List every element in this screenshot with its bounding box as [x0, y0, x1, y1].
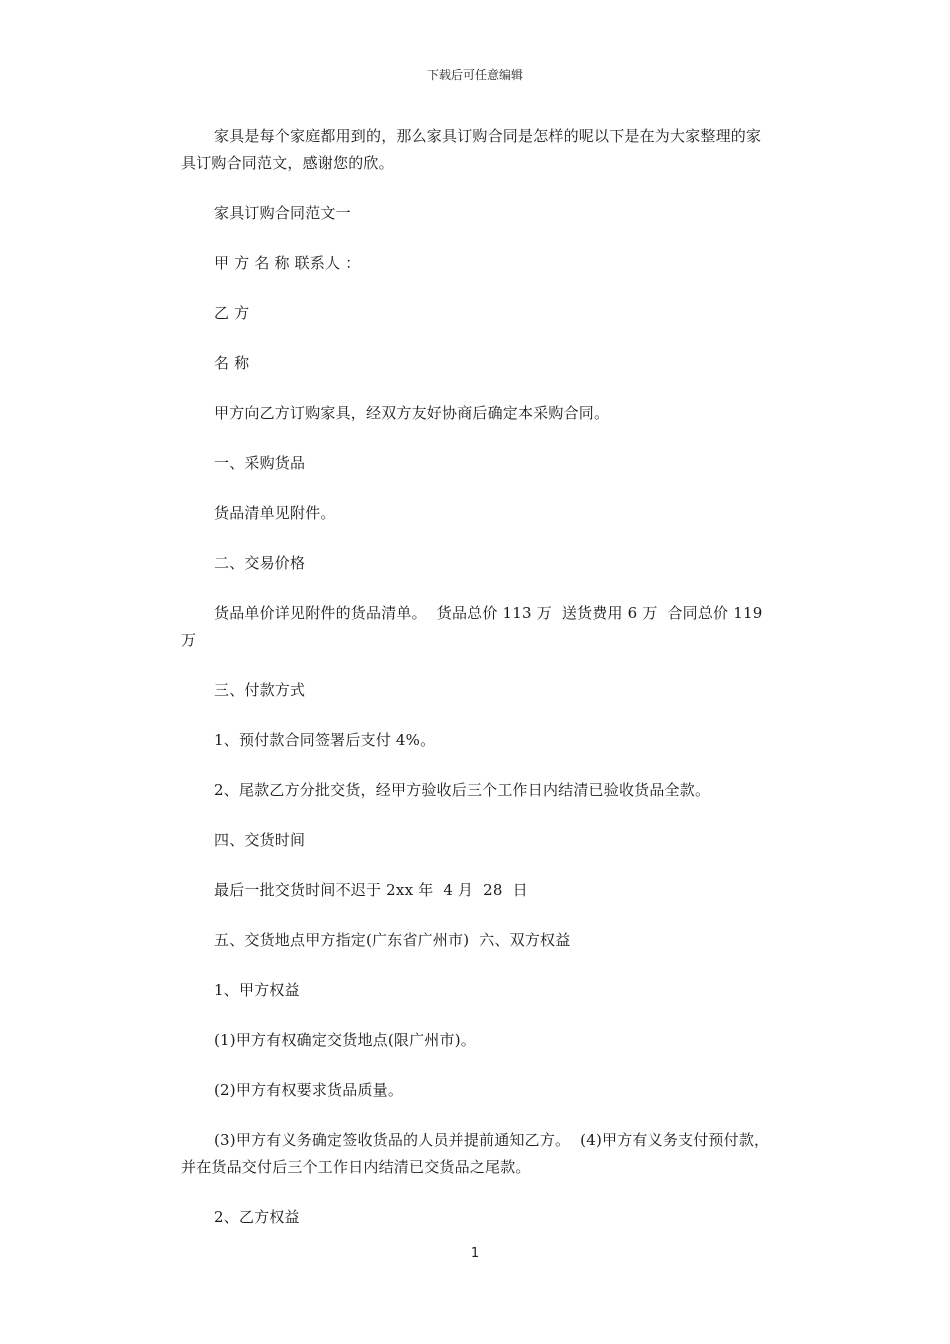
clause-paragraph: (1)甲方有权确定交货地点(限广州市)。	[214, 1031, 476, 1049]
party-b-name-line: 名 称	[214, 354, 250, 372]
contract-title: 家具订购合同范文一	[214, 204, 351, 222]
section-heading: 五、交货地点甲方指定(广东省广州市) 六、双方权益	[214, 931, 571, 949]
intro-paragraph: 家具是每个家庭都用到的，那么家具订购合同是怎样的呢以下是在为大家整理的家具订购合同范文，感谢您的欣。	[181, 127, 762, 172]
section-heading: 三、付款方式	[214, 681, 306, 699]
document-body	[181, 123, 771, 1231]
clause-paragraph: (3)甲方有义务确定签收货品的人员并提前通知乙方。 (4)甲方有义务支付预付款，并在货品交付后三个工作日内结清已交货品之尾款。	[181, 1131, 770, 1176]
purpose-paragraph: 甲方向乙方订购家具，经双方友好协商后确定本采购合同。	[214, 404, 610, 422]
party-b-line: 乙 方	[214, 304, 250, 322]
subsection-heading: 2、乙方权益	[214, 1208, 300, 1226]
clause-paragraph: (2)甲方有权要求货品质量。	[214, 1081, 404, 1099]
section-heading: 四、交货时间	[214, 831, 306, 849]
page-header: 下载后可任意编辑	[426, 68, 523, 82]
clause-paragraph: 最后一批交货时间不迟于 2xx 年 4 月 28 日	[214, 881, 528, 899]
page-number: 1	[470, 1246, 480, 1261]
clause-paragraph: 货品清单见附件。	[214, 504, 336, 522]
party-a-line: 甲 方 名 称 联系人 ：	[214, 254, 361, 272]
clause-paragraph: 2、尾款乙方分批交货，经甲方验收后三个工作日内结清已验收货品全款。	[214, 781, 711, 799]
section-heading: 二、交易价格	[214, 554, 306, 572]
subsection-heading: 1、甲方权益	[214, 981, 300, 999]
section-heading: 一、采购货品	[214, 454, 306, 472]
price-paragraph: 货品单价详见附件的货品清单。 货品总价 113 万 送货费用 6 万 合同总价 119 万	[181, 604, 768, 649]
clause-paragraph: 1、预付款合同签署后支付 4%。	[214, 731, 436, 749]
